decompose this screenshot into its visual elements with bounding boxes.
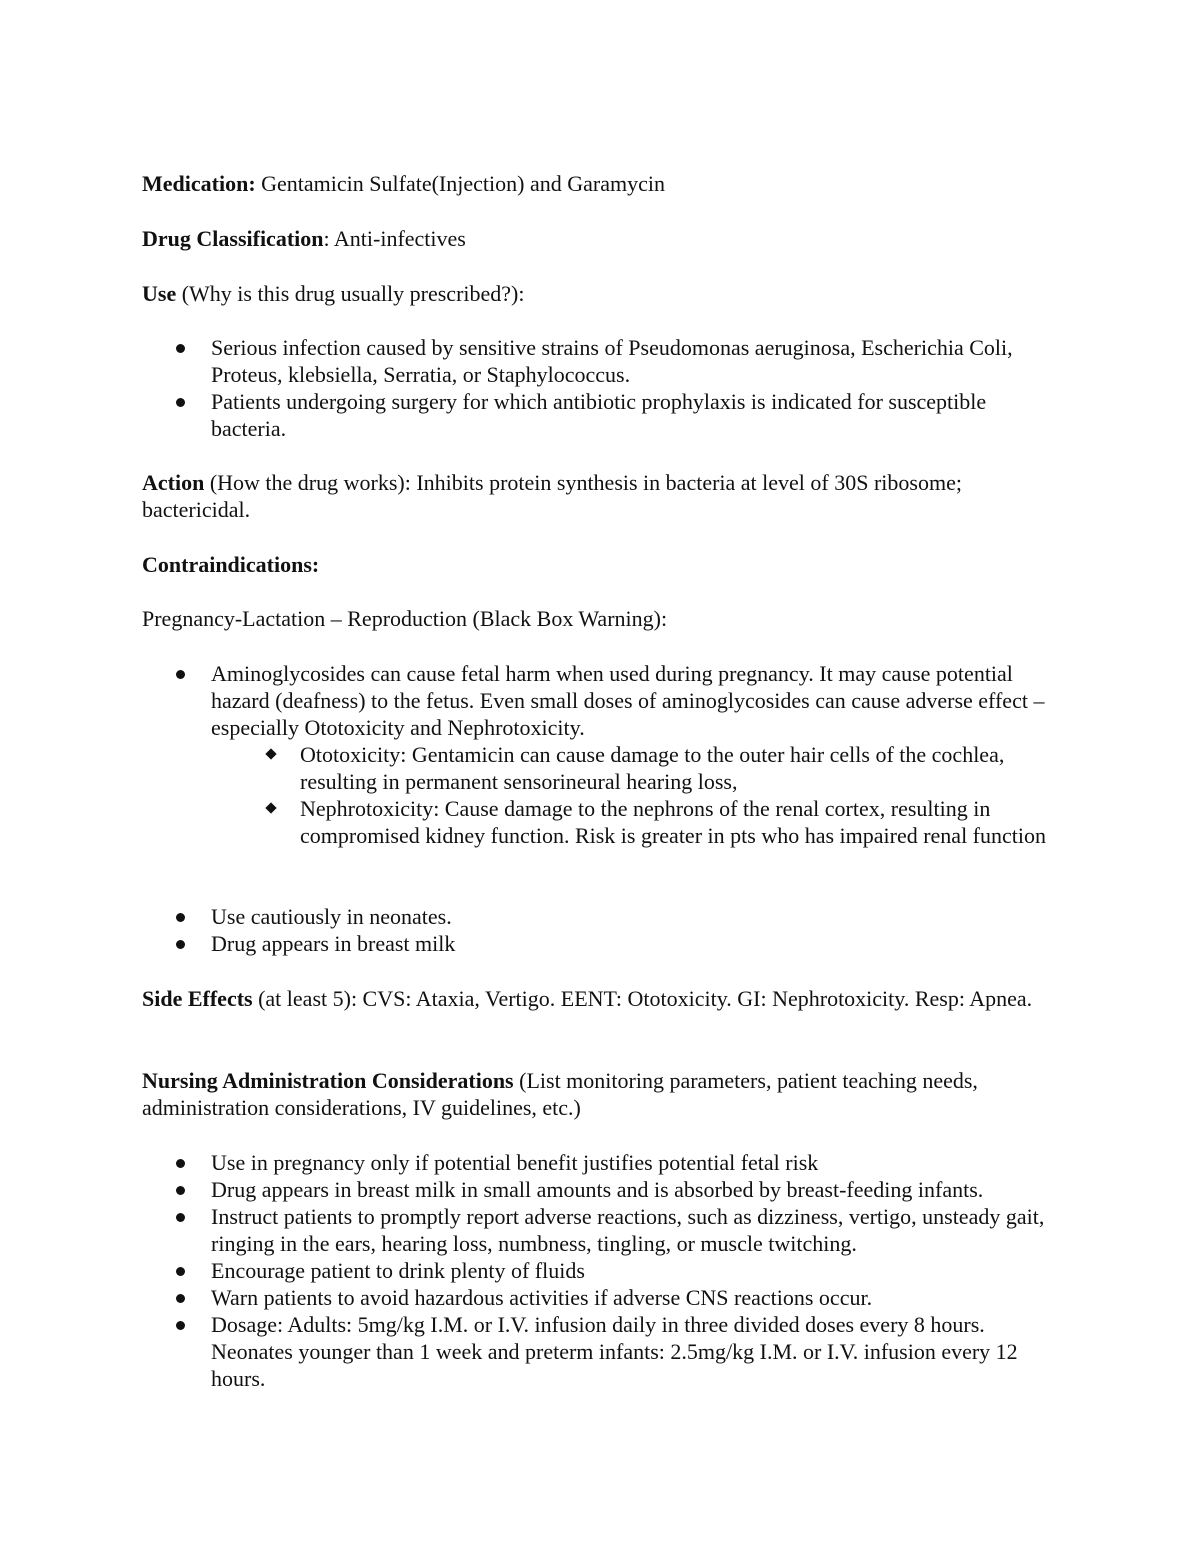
use-list [142,334,1062,442]
classification-line [142,225,1062,252]
contraindications-label: Contraindications: [142,552,320,577]
side-effects-line [142,985,1062,1012]
nursing-text: (List monitoring parameters, patient teaching needs, administration considerations, IV guidelines, etc.) [142,1068,978,1120]
list-item: Use in pregnancy only if potential benefit justifies potential fetal risk [142,1149,1062,1176]
list-item: Instruct patients to promptly report adverse reactions, such as dizziness, vertigo, unsteady gait, ringing in the ears, hearing loss, numbness, tingling, or muscle twitching. [142,1203,1062,1257]
list-item: Drug appears in breast milk [142,930,1062,957]
side-effects-label: Side Effects [142,986,253,1011]
list-subitem: Ototoxicity: Gentamicin can cause damage to the outer hair cells of the cochlea, resulting in permanent sensorineural hearing loss, [142,741,1062,795]
classification-text: : Anti-infectives [323,226,466,251]
nursing-label: Nursing Administration Considerations [142,1068,514,1093]
use-label: Use [142,281,177,306]
list-item: Dosage: Adults: 5mg/kg I.M. or I.V. infusion daily in three divided doses every 8 hours. Neonates younger than 1 week and preterm infants: 2.5mg/kg I.M. or I.V. infusion every 12 hours. [142,1311,1062,1392]
action-line [142,469,1062,523]
list-item: Use cautiously in neonates. [142,903,1062,930]
list-item-text: Aminoglycosides can cause fetal harm when used during pregnancy. It may cause potential hazard (deafness) to the fetus. Even small doses of aminoglycosides can cause adverse effect – especially Ototoxicity and Nephrotoxicity. [211,661,1045,740]
contraindications-sublist [142,741,1062,849]
list-item: Warn patients to avoid hazardous activities if adverse CNS reactions occur. [142,1284,1062,1311]
side-effects-text: (at least 5): CVS: Ataxia, Vertigo. EENT: Ototoxicity. GI: Nephrotoxicity. Resp: Apnea. [252,986,1033,1011]
contraindications-list-2 [142,903,1062,957]
medication-label: Medication: [142,171,256,196]
action-label: Action [142,470,205,495]
contraindications-list [142,660,1062,849]
list-item: Drug appears in breast milk in small amounts and is absorbed by breast-feeding infants. [142,1176,1062,1203]
nursing-heading [142,1067,1062,1121]
list-item: Serious infection caused by sensitive strains of Pseudomonas aeruginosa, Escherichia Coli, Proteus, klebsiella, Serratia, or Staphylococcus. [142,334,1062,388]
use-text: (Why is this drug usually prescribed?): [176,281,525,306]
medication-line [142,170,1062,197]
action-text: (How the drug works): Inhibits protein synthesis in bacteria at level of 30S ribosome; bactericidal. [142,470,962,522]
list-item: Encourage patient to drink plenty of fluids [142,1257,1062,1284]
use-heading [142,280,1062,307]
medication-text: Gentamicin Sulfate(Injection) and Garamycin [255,171,665,196]
contraindications-heading [142,551,1062,578]
list-item: Patients undergoing surgery for which antibiotic prophylaxis is indicated for susceptible bacteria. [142,388,1062,442]
list-item [142,660,1062,849]
contraindications-subheading: Pregnancy-Lactation – Reproduction (Black Box Warning): [142,606,668,631]
nursing-list [142,1149,1062,1392]
classification-label: Drug Classification [142,226,324,251]
list-subitem: Nephrotoxicity: Cause damage to the nephrons of the renal cortex, resulting in compromised kidney function. Risk is greater in pts who has impaired renal function [142,795,1062,849]
